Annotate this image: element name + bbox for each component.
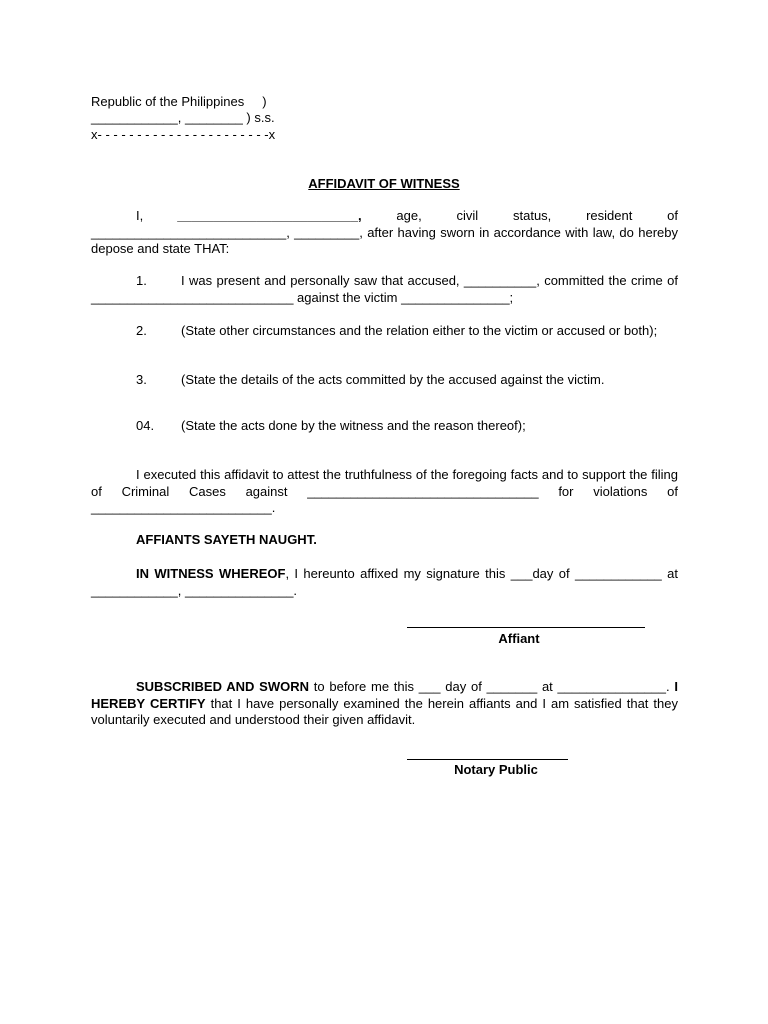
venue-separator: x- - - - - - - - - - - - - - - - - - - - - -x <box>91 127 276 142</box>
intro-paragraph <box>91 208 678 258</box>
item-1-number: 1. <box>136 273 147 288</box>
item-1 <box>91 273 678 306</box>
notary-label: Notary Public <box>454 762 538 777</box>
intro-i: I, <box>136 208 144 223</box>
witness-bold: IN WITNESS WHEREOF <box>136 566 286 581</box>
certify-text: that I have personally examined the herein affiants and I am satisfied that they voluntarily executed and understood their given affidavit. <box>91 695 679 727</box>
affiant-signature-line <box>407 627 645 628</box>
affiant-label: Affiant <box>498 631 540 646</box>
item-3 <box>91 372 678 389</box>
notary-signature-line <box>407 759 568 760</box>
subscribed-bold: SUBSCRIBED AND SWORN <box>136 679 309 694</box>
document-title: AFFIDAVIT OF WITNESS <box>308 176 460 191</box>
executed-paragraph <box>91 467 678 517</box>
venue-republic: Republic of the Philippines ) <box>91 94 267 109</box>
venue-city: ____________, ________ ) s.s. <box>91 110 275 125</box>
item-4-text: (State the acts done by the witness and the reason thereof); <box>181 418 526 433</box>
executed-text: I executed this affidavit to attest the truthfulness of the foregoing facts and to support the filing of Criminal Cases against ________________________________ for violations of _________________________. <box>91 467 678 515</box>
witness-text: , I hereunto affixed my signature this ___day of ____________ at ____________, _______________. <box>91 566 678 598</box>
subscribed-paragraph <box>91 679 678 729</box>
subscribed-text: to before me this ___ day of _______ at _______________. <box>309 679 675 694</box>
certify-bold: I HEREBY CERTIFY <box>91 679 678 711</box>
intro-name-blank: _________________________, <box>177 208 362 223</box>
sayeth-text: AFFIANTS SAYETH NAUGHT. <box>136 532 317 547</box>
witness-paragraph <box>91 566 678 599</box>
item-4 <box>91 418 678 435</box>
sayeth-paragraph <box>91 532 678 549</box>
item-1-text: I was present and personally saw that accused, __________, committed the crime of ____________________________ against the victim _______________; <box>91 273 678 305</box>
item-2-text: (State other circumstances and the relation either to the victim or accused or both); <box>181 323 658 338</box>
intro-text: age, civil status, resident of ___________________________, _________, after having sworn in accordance with law, do hereby depose and state THAT: <box>91 208 678 256</box>
item-4-number: 04. <box>136 418 155 433</box>
item-3-number: 3. <box>136 372 147 387</box>
item-3-text: (State the details of the acts committed by the accused against the victim. <box>181 372 605 387</box>
item-2-number: 2. <box>136 323 147 338</box>
item-2 <box>91 323 678 340</box>
